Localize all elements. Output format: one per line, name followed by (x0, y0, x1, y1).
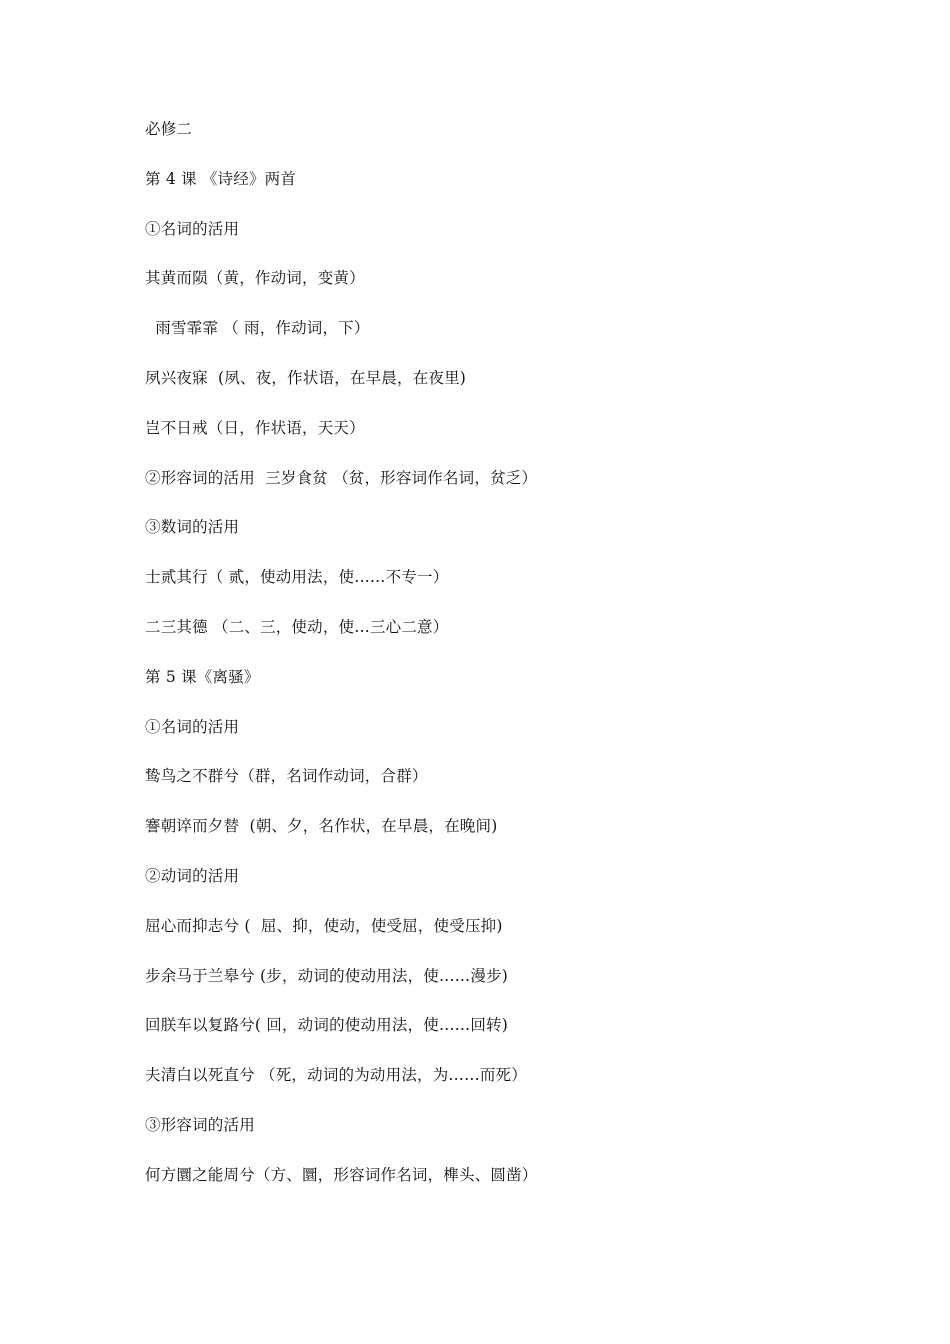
category-heading: ②形容词的活用 三岁食贫 （贫，形容词作名词，贫乏） (145, 468, 538, 487)
example-line: 謇朝谇而夕替 (朝、夕，名作状，在早晨，在晚间) (145, 817, 498, 836)
example-line: 鸷鸟之不群兮（群，名词作动词，合群） (145, 767, 428, 786)
example-line: 屈心而抑志兮 ( 屈、抑，使动，使受屈，使受压抑) (145, 916, 503, 935)
category-heading: ①名词的活用 (145, 717, 240, 736)
example-line: 何方圜之能周兮（方、圜，形容词作名词，榫头、圆凿） (145, 1165, 538, 1184)
example-line: 士贰其行（ 贰，使动用法，使……不专一） (145, 568, 449, 587)
category-heading: ②动词的活用 (145, 866, 240, 885)
category-heading: ③数词的活用 (145, 518, 240, 537)
category-heading: ①名词的活用 (145, 219, 240, 238)
document-body (145, 116, 905, 1212)
example-line: 二三其德 （二、三，使动，使…三心二意） (145, 617, 449, 636)
example-line: 岂不日戒（日，作状语，天天） (145, 418, 365, 437)
example-line: 步余马于兰皋兮 (步，动词的使动用法，使……漫步) (145, 966, 509, 985)
lesson-heading: 第 5 课《离骚》 (145, 667, 260, 686)
example-line: 夫清白以死直兮 （死，动词的为动用法，为……而死） (145, 1066, 527, 1085)
lesson-heading: 第 4 课 《诗经》两首 (145, 169, 297, 188)
example-line: 夙兴夜寐 (夙、夜，作状语，在早晨，在夜里) (145, 368, 467, 387)
example-line: 回朕车以复路兮( 回，动词的使动用法，使……回转) (145, 1016, 509, 1035)
example-line: 雨雪霏霏 （ 雨，作动词，下） (145, 319, 370, 338)
category-heading: ③形容词的活用 (145, 1115, 255, 1134)
example-line: 其黄而陨（黄，作动词，变黄） (145, 269, 365, 288)
section-title: 必修二 (145, 120, 193, 138)
